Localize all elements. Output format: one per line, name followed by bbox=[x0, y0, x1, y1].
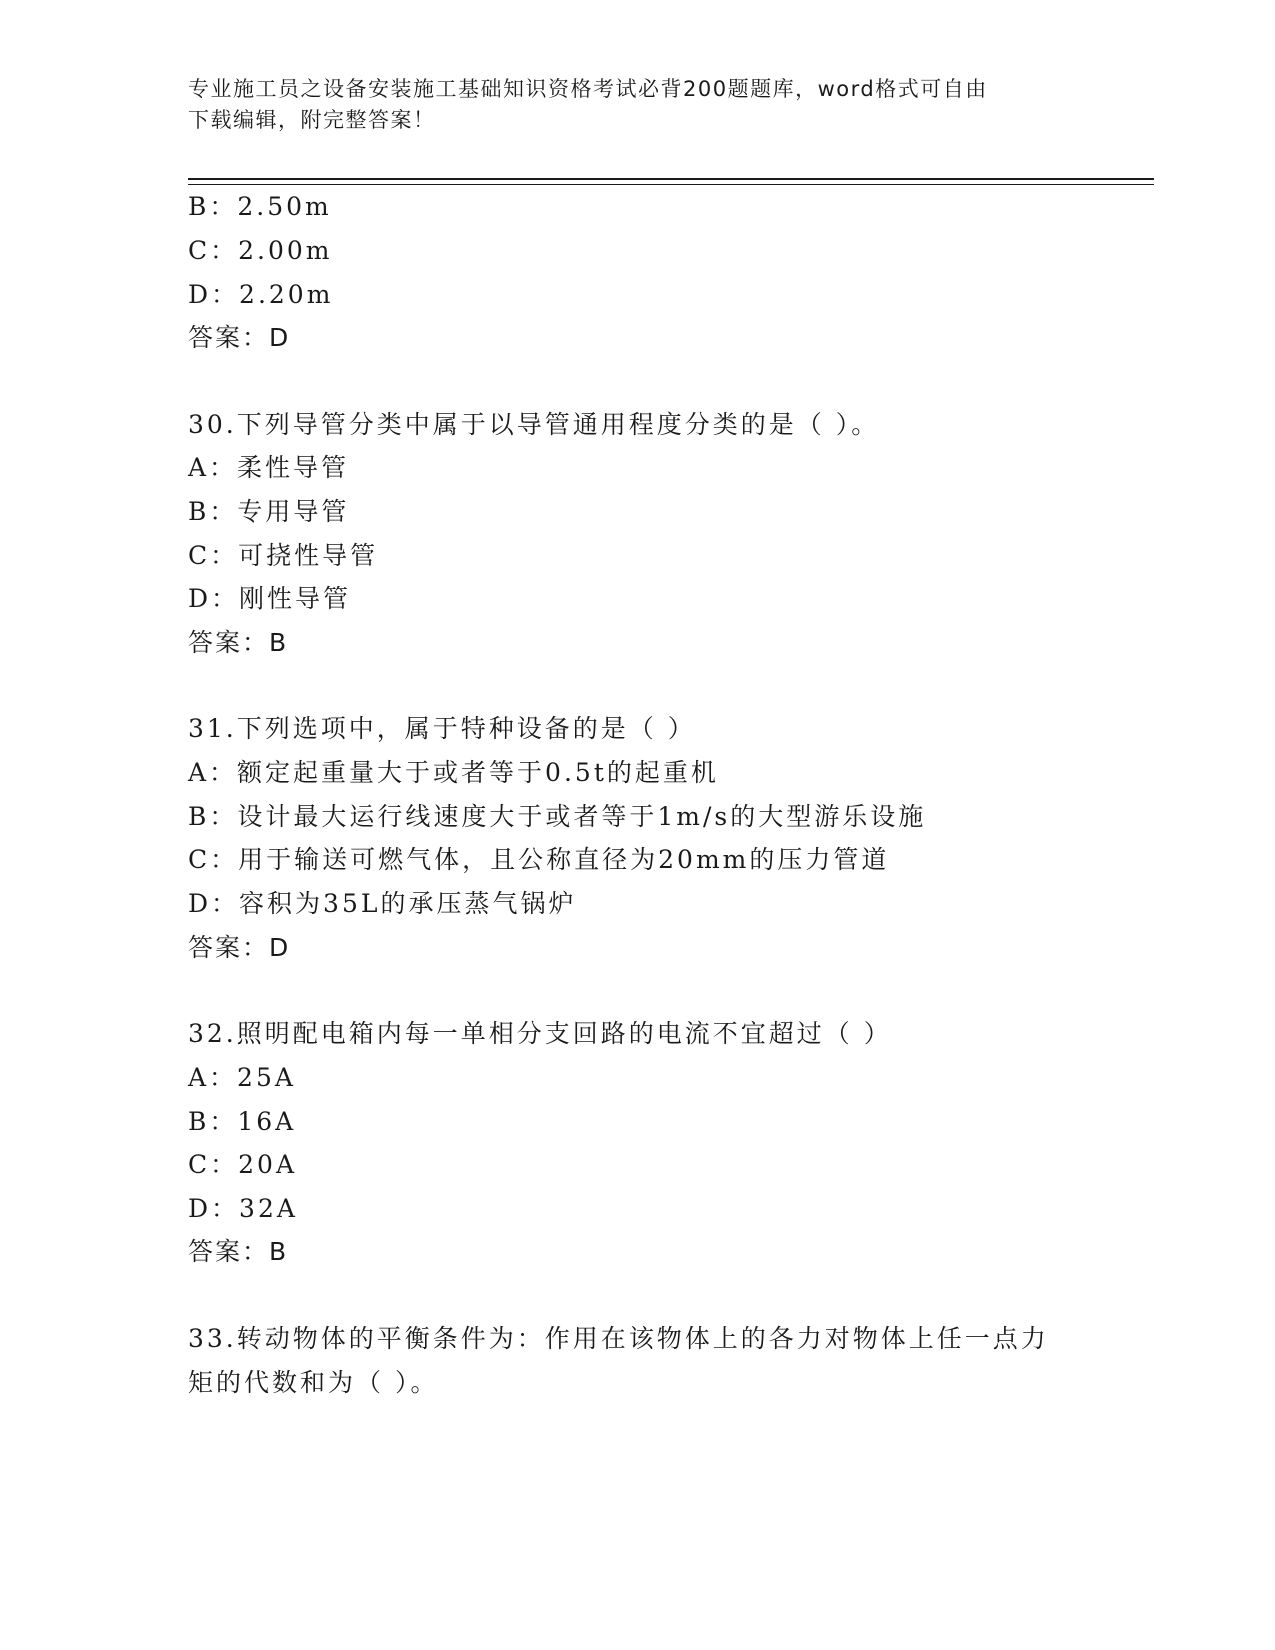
q32-stem: 32.照明配电箱内每一单相分支回路的电流不宜超过（ ） bbox=[188, 1019, 892, 1048]
q30-answer: 答案：B bbox=[188, 628, 289, 657]
q30-option-c: C：可挠性导管 bbox=[188, 541, 379, 570]
q31-option-d: D：容积为35L的承压蒸气锅炉 bbox=[188, 889, 577, 918]
prev-answer: 答案：D bbox=[188, 323, 291, 352]
prev-option-b: B：2.50m bbox=[188, 192, 332, 221]
prev-option-c: C：2.00m bbox=[188, 236, 333, 265]
q31-option-b: B：设计最大运行线速度大于或者等于1m/s的大型游乐设施 bbox=[188, 802, 927, 831]
q32-option-c: C：20A bbox=[188, 1150, 297, 1179]
header-divider-thick bbox=[188, 178, 1154, 180]
document-header bbox=[188, 74, 1088, 136]
header-title-line-2: 下载编辑，附完整答案！ bbox=[188, 108, 436, 132]
q30-stem: 30.下列导管分类中属于以导管通用程度分类的是（ ）。 bbox=[188, 410, 880, 439]
q32-option-a: A：25A bbox=[188, 1063, 296, 1092]
q31-option-c: C：用于输送可燃气体，且公称直径为20mm的压力管道 bbox=[188, 845, 890, 874]
q30-option-a: A：柔性导管 bbox=[188, 453, 350, 482]
header-title-line-1: 专业施工员之设备安装施工基础知识资格考试必背200题题库，word格式可自由 bbox=[188, 77, 988, 101]
header-divider-thin bbox=[188, 184, 1154, 185]
q33-stem-line-1: 33.转动物体的平衡条件为：作用在该物体上的各力对物体上任一点力 bbox=[188, 1324, 1049, 1353]
q32-answer: 答案：B bbox=[188, 1237, 289, 1266]
q30-option-b: B：专用导管 bbox=[188, 497, 350, 526]
prev-option-d: D：2.20m bbox=[188, 280, 334, 309]
q31-answer: 答案：D bbox=[188, 933, 291, 962]
q31-stem: 31.下列选项中，属于特种设备的是（ ） bbox=[188, 714, 696, 743]
q32-option-d: D：32A bbox=[188, 1194, 298, 1223]
q31-option-a: A：额定起重量大于或者等于0.5t的起重机 bbox=[188, 758, 719, 787]
q33-stem-line-2: 矩的代数和为（ ）。 bbox=[188, 1368, 439, 1397]
q32-option-b: B：16A bbox=[188, 1107, 297, 1136]
q30-option-d: D：刚性导管 bbox=[188, 584, 352, 613]
